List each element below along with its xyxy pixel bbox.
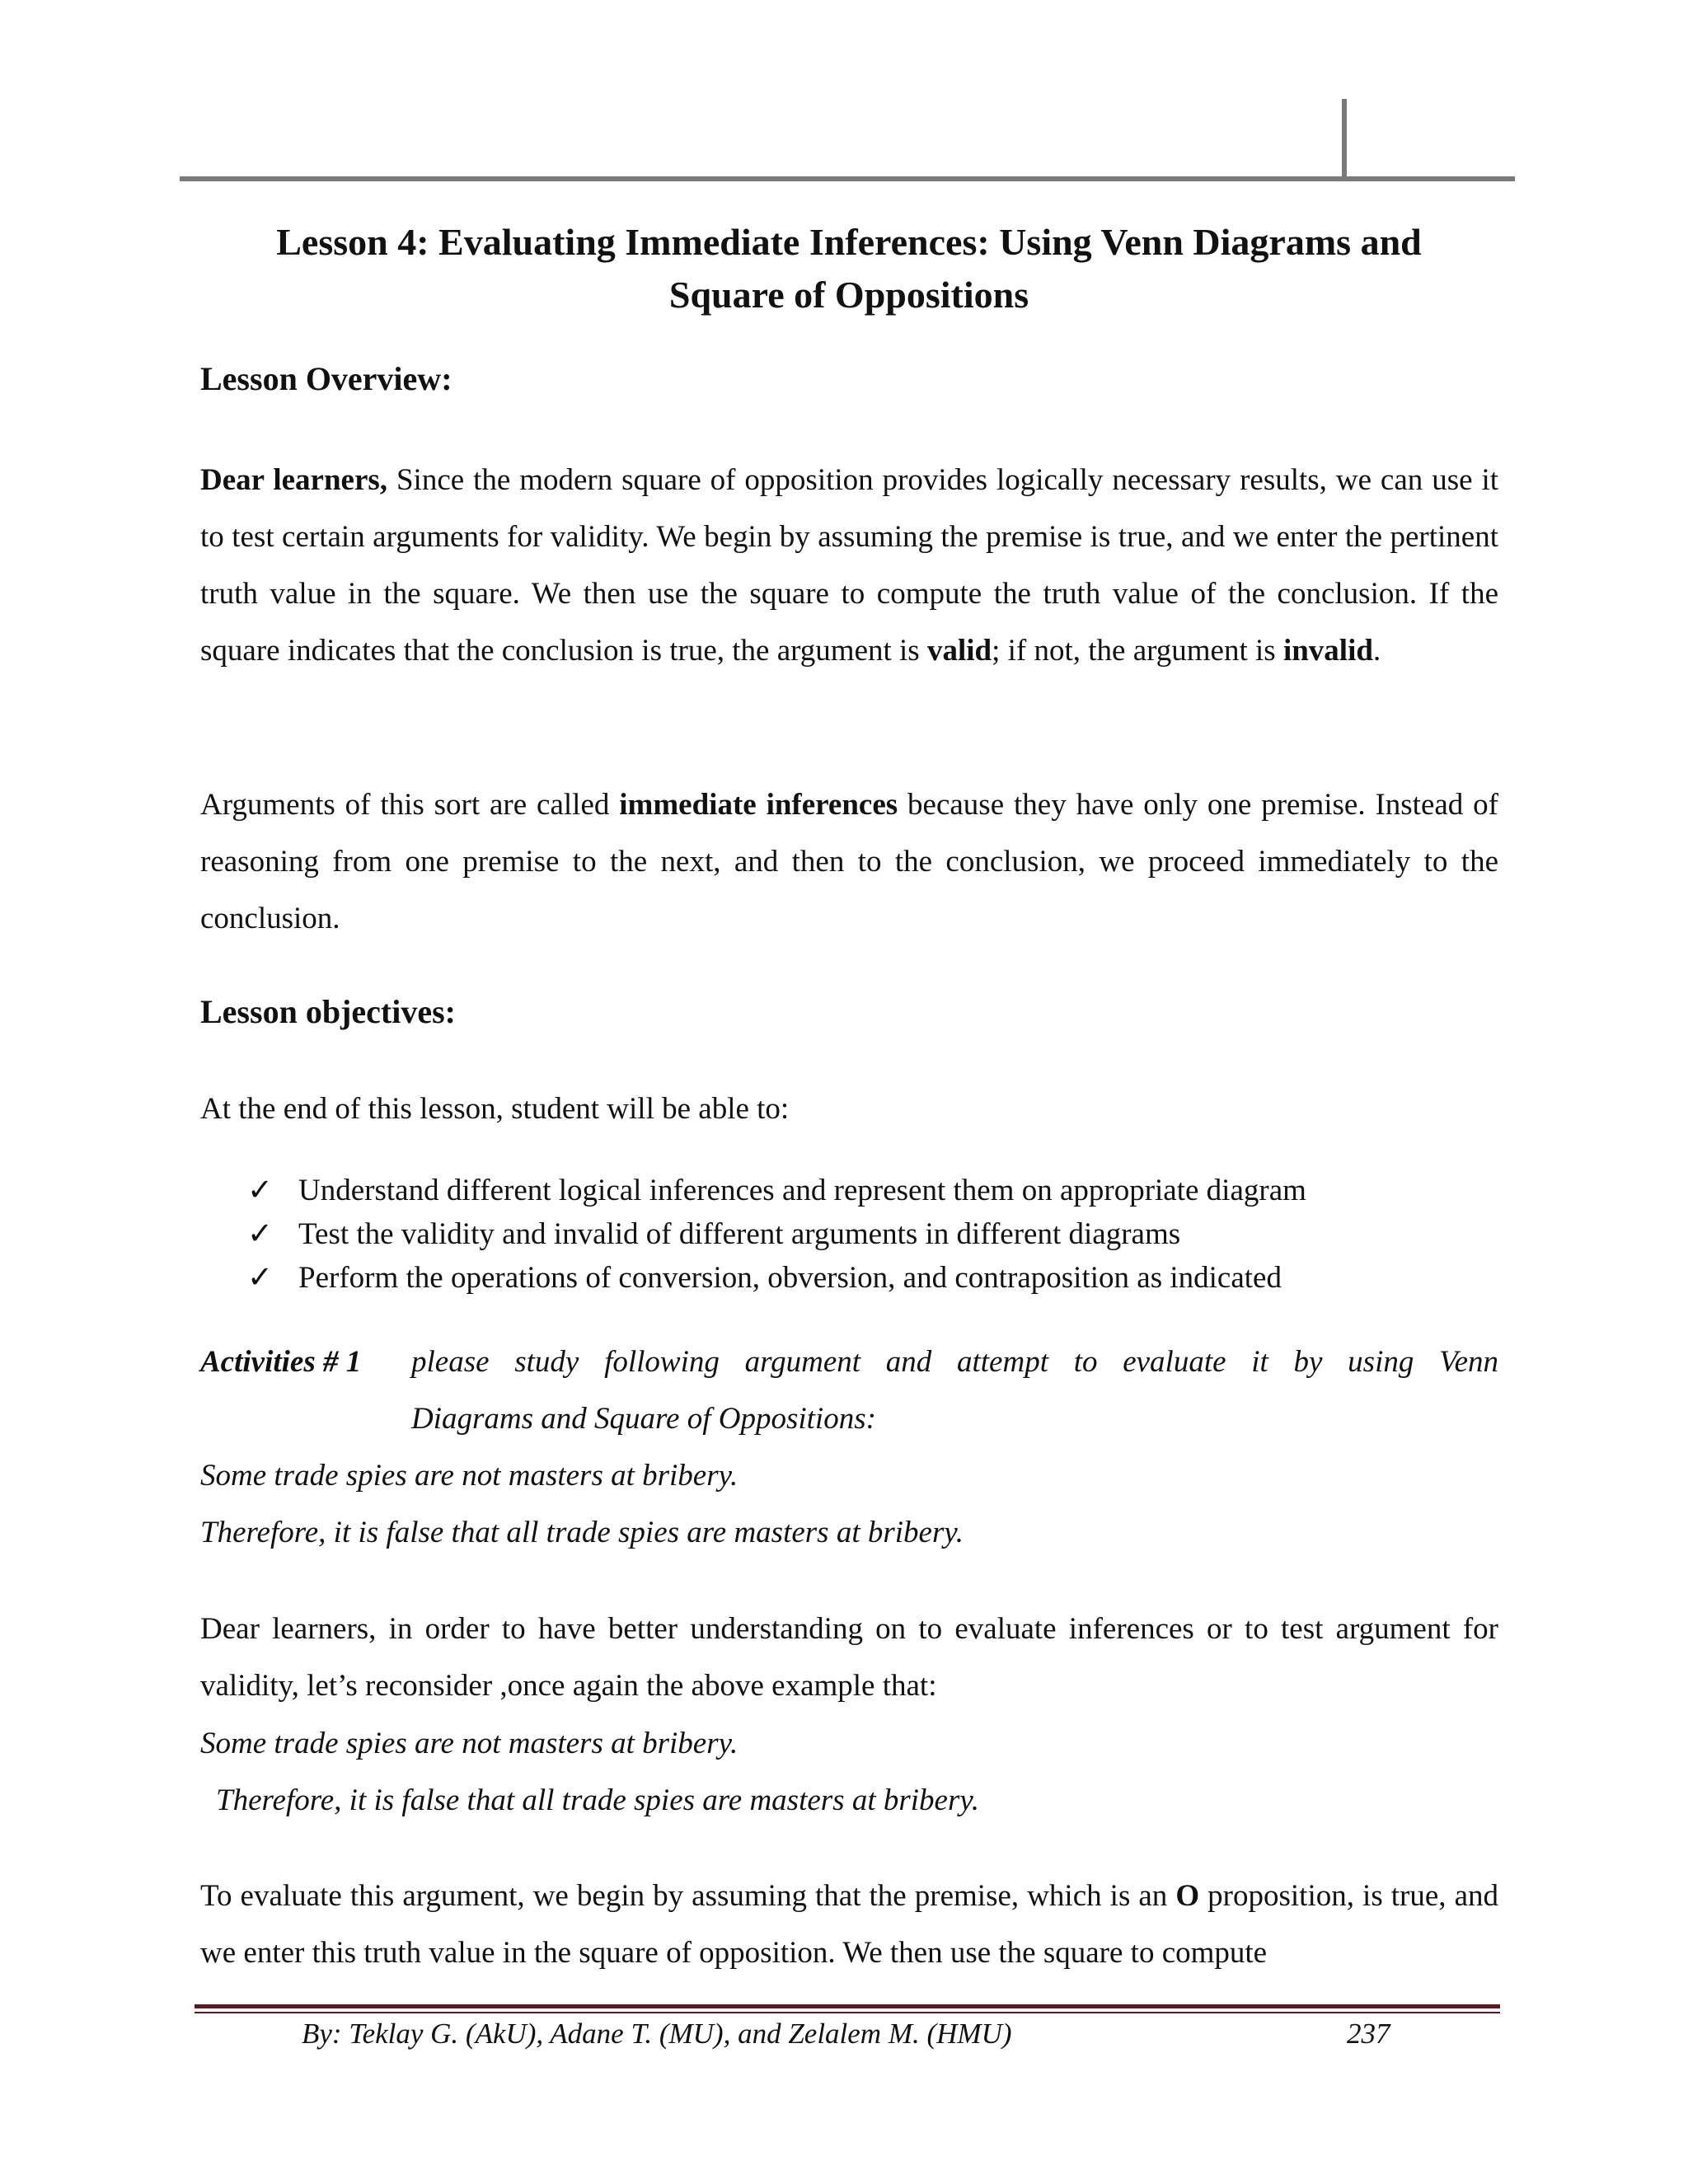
objectives-intro: At the end of this lesson, student will be able to: [200, 1092, 790, 1126]
overview-p2-start: Arguments of this sort are called [200, 788, 620, 822]
reconsider-paragraph: Dear learners, in order to have better understanding on to evaluate inferences or to test argument for validity, let’s reconsider ,once again the above example that: [200, 1612, 1498, 1703]
header-rule [180, 176, 1515, 181]
objective-item [247, 1256, 1306, 1300]
header-tick-mark [1342, 99, 1347, 180]
activity-conclusion: Therefore, it is false that all trade spies are masters at bribery. [200, 1516, 964, 1549]
overview-p1-end: . [1372, 634, 1381, 668]
objective-item [247, 1169, 1306, 1212]
activity-instruction-line2: Diagrams and Square of Oppositions: [411, 1402, 876, 1436]
footer-authors: By: Teklay G. (AkU), Adane T. (MU), and Zelalem M. (HMU) [302, 2018, 1012, 2050]
footer-rule-thin [195, 2012, 1500, 2013]
reconsider-premise: Some trade spies are not masters at bribery. [200, 1727, 738, 1760]
objectives-heading: Lesson objectives: [200, 993, 456, 1030]
valid-term: valid [926, 634, 992, 668]
overview-p1-text: Since the modern square of opposition provides logically necessary results, we can use it to test certain arguments for validity. We begin by assuming the premise is true, and we enter the pertinent truth value in the square. We then use the square to compute the truth value of the conclusion. If the square indicates that the conclusion is true, the argument is [200, 463, 1499, 668]
objective-text: Perform the operations of conversion, obversion, and contraposition as indicated [298, 1261, 1282, 1295]
lesson-title-line2: Square of Oppositions [668, 274, 1029, 316]
activity-block [200, 1333, 1498, 1561]
overview-heading: Lesson Overview: [200, 360, 452, 397]
lesson-title [198, 216, 1500, 321]
objective-text: Test the validity and invalid of different arguments in different diagrams [298, 1217, 1181, 1251]
evaluate-paragraph [200, 1868, 1498, 1981]
overview-p2-end: because they have only one premise. Instead of reasoning from one premise to the next, and then to the conclusion, we proceed immediately to the conclusion. [200, 788, 1498, 935]
evaluate-start: To evaluate this argument, we begin by assuming that the premise, which is an [200, 1879, 1176, 1913]
checkmark-icon: ✓ [247, 1174, 274, 1207]
overview-p1-mid: ; if not, the argument is [992, 634, 1283, 668]
checkmark-icon: ✓ [247, 1217, 274, 1251]
checkmark-icon: ✓ [247, 1261, 274, 1295]
invalid-term: invalid [1282, 634, 1373, 668]
o-proposition-term: O [1175, 1879, 1200, 1913]
activity-instruction-line1: please study following argument and attempt to evaluate it by using Venn [411, 1345, 1498, 1379]
objective-item [247, 1212, 1306, 1256]
dear-learners-lead: Dear learners, [200, 463, 388, 497]
reconsider-conclusion: Therefore, it is false that all trade spies are masters at bribery. [216, 1783, 979, 1817]
page-number: 237 [1347, 2018, 1390, 2050]
immediate-inferences-term: immediate inferences [619, 788, 898, 822]
footer-rule-thick [195, 2004, 1500, 2008]
objective-text: Understand different logical inferences and represent them on appropriate diagram [298, 1174, 1306, 1207]
lesson-title-line1: Lesson 4: Evaluating Immediate Inferences: Using Venn Diagrams and [276, 221, 1422, 263]
activity-label: Activities # 1 [200, 1345, 362, 1379]
overview-paragraph-1 [200, 452, 1498, 679]
evaluate-end: proposition, is true, and we enter this truth value in the square of opposition. We then use the square to compute [200, 1879, 1498, 1970]
activity-premise: Some trade spies are not masters at bribery. [200, 1459, 738, 1493]
objectives-list [247, 1169, 1306, 1300]
overview-paragraph-2 [200, 776, 1498, 947]
